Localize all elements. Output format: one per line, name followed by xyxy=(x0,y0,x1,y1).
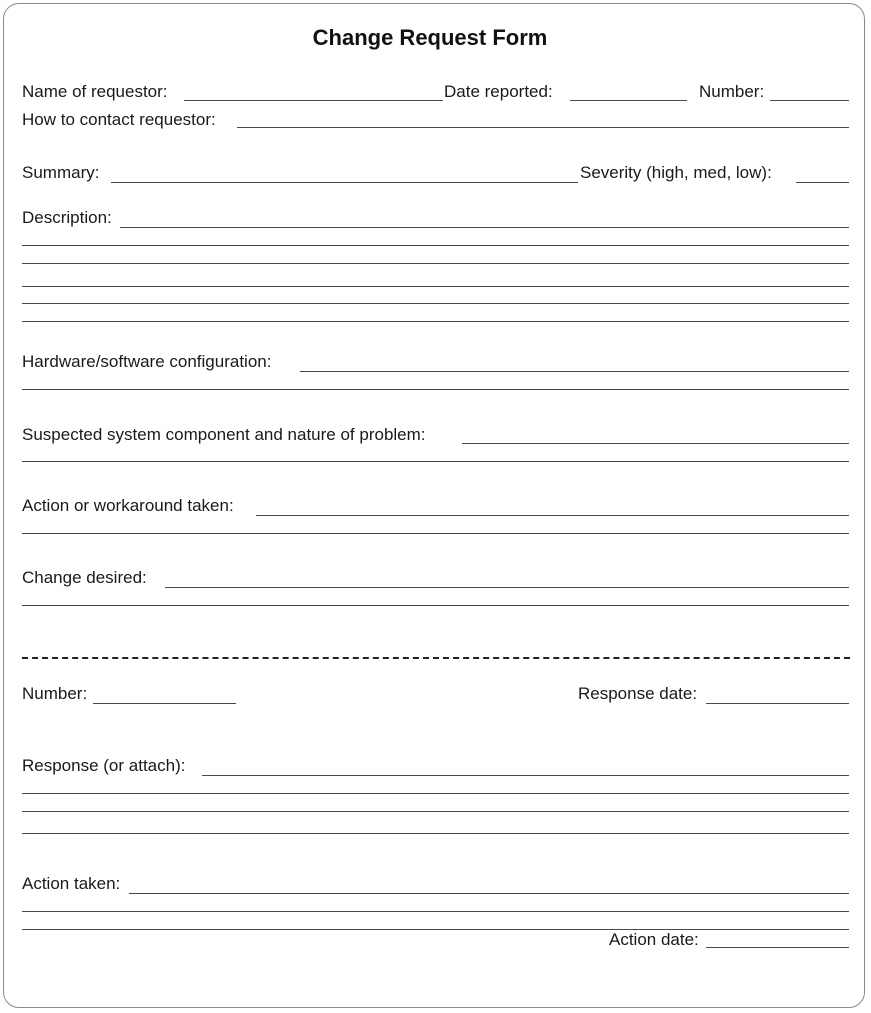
response-date-label: Response date: xyxy=(578,684,698,703)
change-desired-field[interactable] xyxy=(165,587,849,588)
action-date-field[interactable] xyxy=(706,947,849,948)
response-number-field[interactable] xyxy=(93,703,236,704)
description-field[interactable] xyxy=(120,227,849,228)
response-number-label: Number: xyxy=(22,684,88,703)
description-label: Description: xyxy=(22,208,112,227)
response-line[interactable] xyxy=(22,793,849,794)
response-line[interactable] xyxy=(22,833,849,834)
description-line[interactable] xyxy=(22,286,849,287)
component-label: Suspected system component and nature of problem: xyxy=(22,425,426,444)
change-desired-label: Change desired: xyxy=(22,568,147,587)
contact-field[interactable] xyxy=(237,127,849,128)
response-field[interactable] xyxy=(202,775,849,776)
component-line[interactable] xyxy=(22,461,849,462)
section-divider xyxy=(22,657,850,659)
severity-field[interactable] xyxy=(796,182,849,183)
configuration-label: Hardware/software configuration: xyxy=(22,352,272,371)
description-line[interactable] xyxy=(22,245,849,246)
form-title: Change Request Form xyxy=(312,25,548,50)
response-line[interactable] xyxy=(22,811,849,812)
summary-field[interactable] xyxy=(111,182,578,183)
request-number-label: Number: xyxy=(699,82,765,101)
configuration-field[interactable] xyxy=(300,371,849,372)
workaround-label: Action or workaround taken: xyxy=(22,496,234,515)
action-taken-field[interactable] xyxy=(129,893,849,894)
response-label: Response (or attach): xyxy=(22,756,186,775)
contact-label: How to contact requestor: xyxy=(22,110,216,129)
action-taken-line[interactable] xyxy=(22,911,849,912)
requestor-name-label: Name of requestor: xyxy=(22,82,168,101)
action-taken-label: Action taken: xyxy=(22,874,121,893)
summary-label: Summary: xyxy=(22,163,100,182)
response-date-field[interactable] xyxy=(706,703,849,704)
component-field[interactable] xyxy=(462,443,849,444)
description-line[interactable] xyxy=(22,303,849,304)
date-reported-label: Date reported: xyxy=(444,82,553,101)
requestor-name-field[interactable] xyxy=(184,100,443,101)
workaround-field[interactable] xyxy=(256,515,849,516)
configuration-line[interactable] xyxy=(22,389,849,390)
date-reported-field[interactable] xyxy=(570,100,687,101)
description-line[interactable] xyxy=(22,321,849,322)
severity-label: Severity (high, med, low): xyxy=(580,163,772,182)
workaround-line[interactable] xyxy=(22,533,849,534)
description-line[interactable] xyxy=(22,263,849,264)
request-number-field[interactable] xyxy=(770,100,849,101)
action-date-label: Action date: xyxy=(609,930,699,949)
change-desired-line[interactable] xyxy=(22,605,849,606)
action-taken-line[interactable] xyxy=(22,929,849,930)
